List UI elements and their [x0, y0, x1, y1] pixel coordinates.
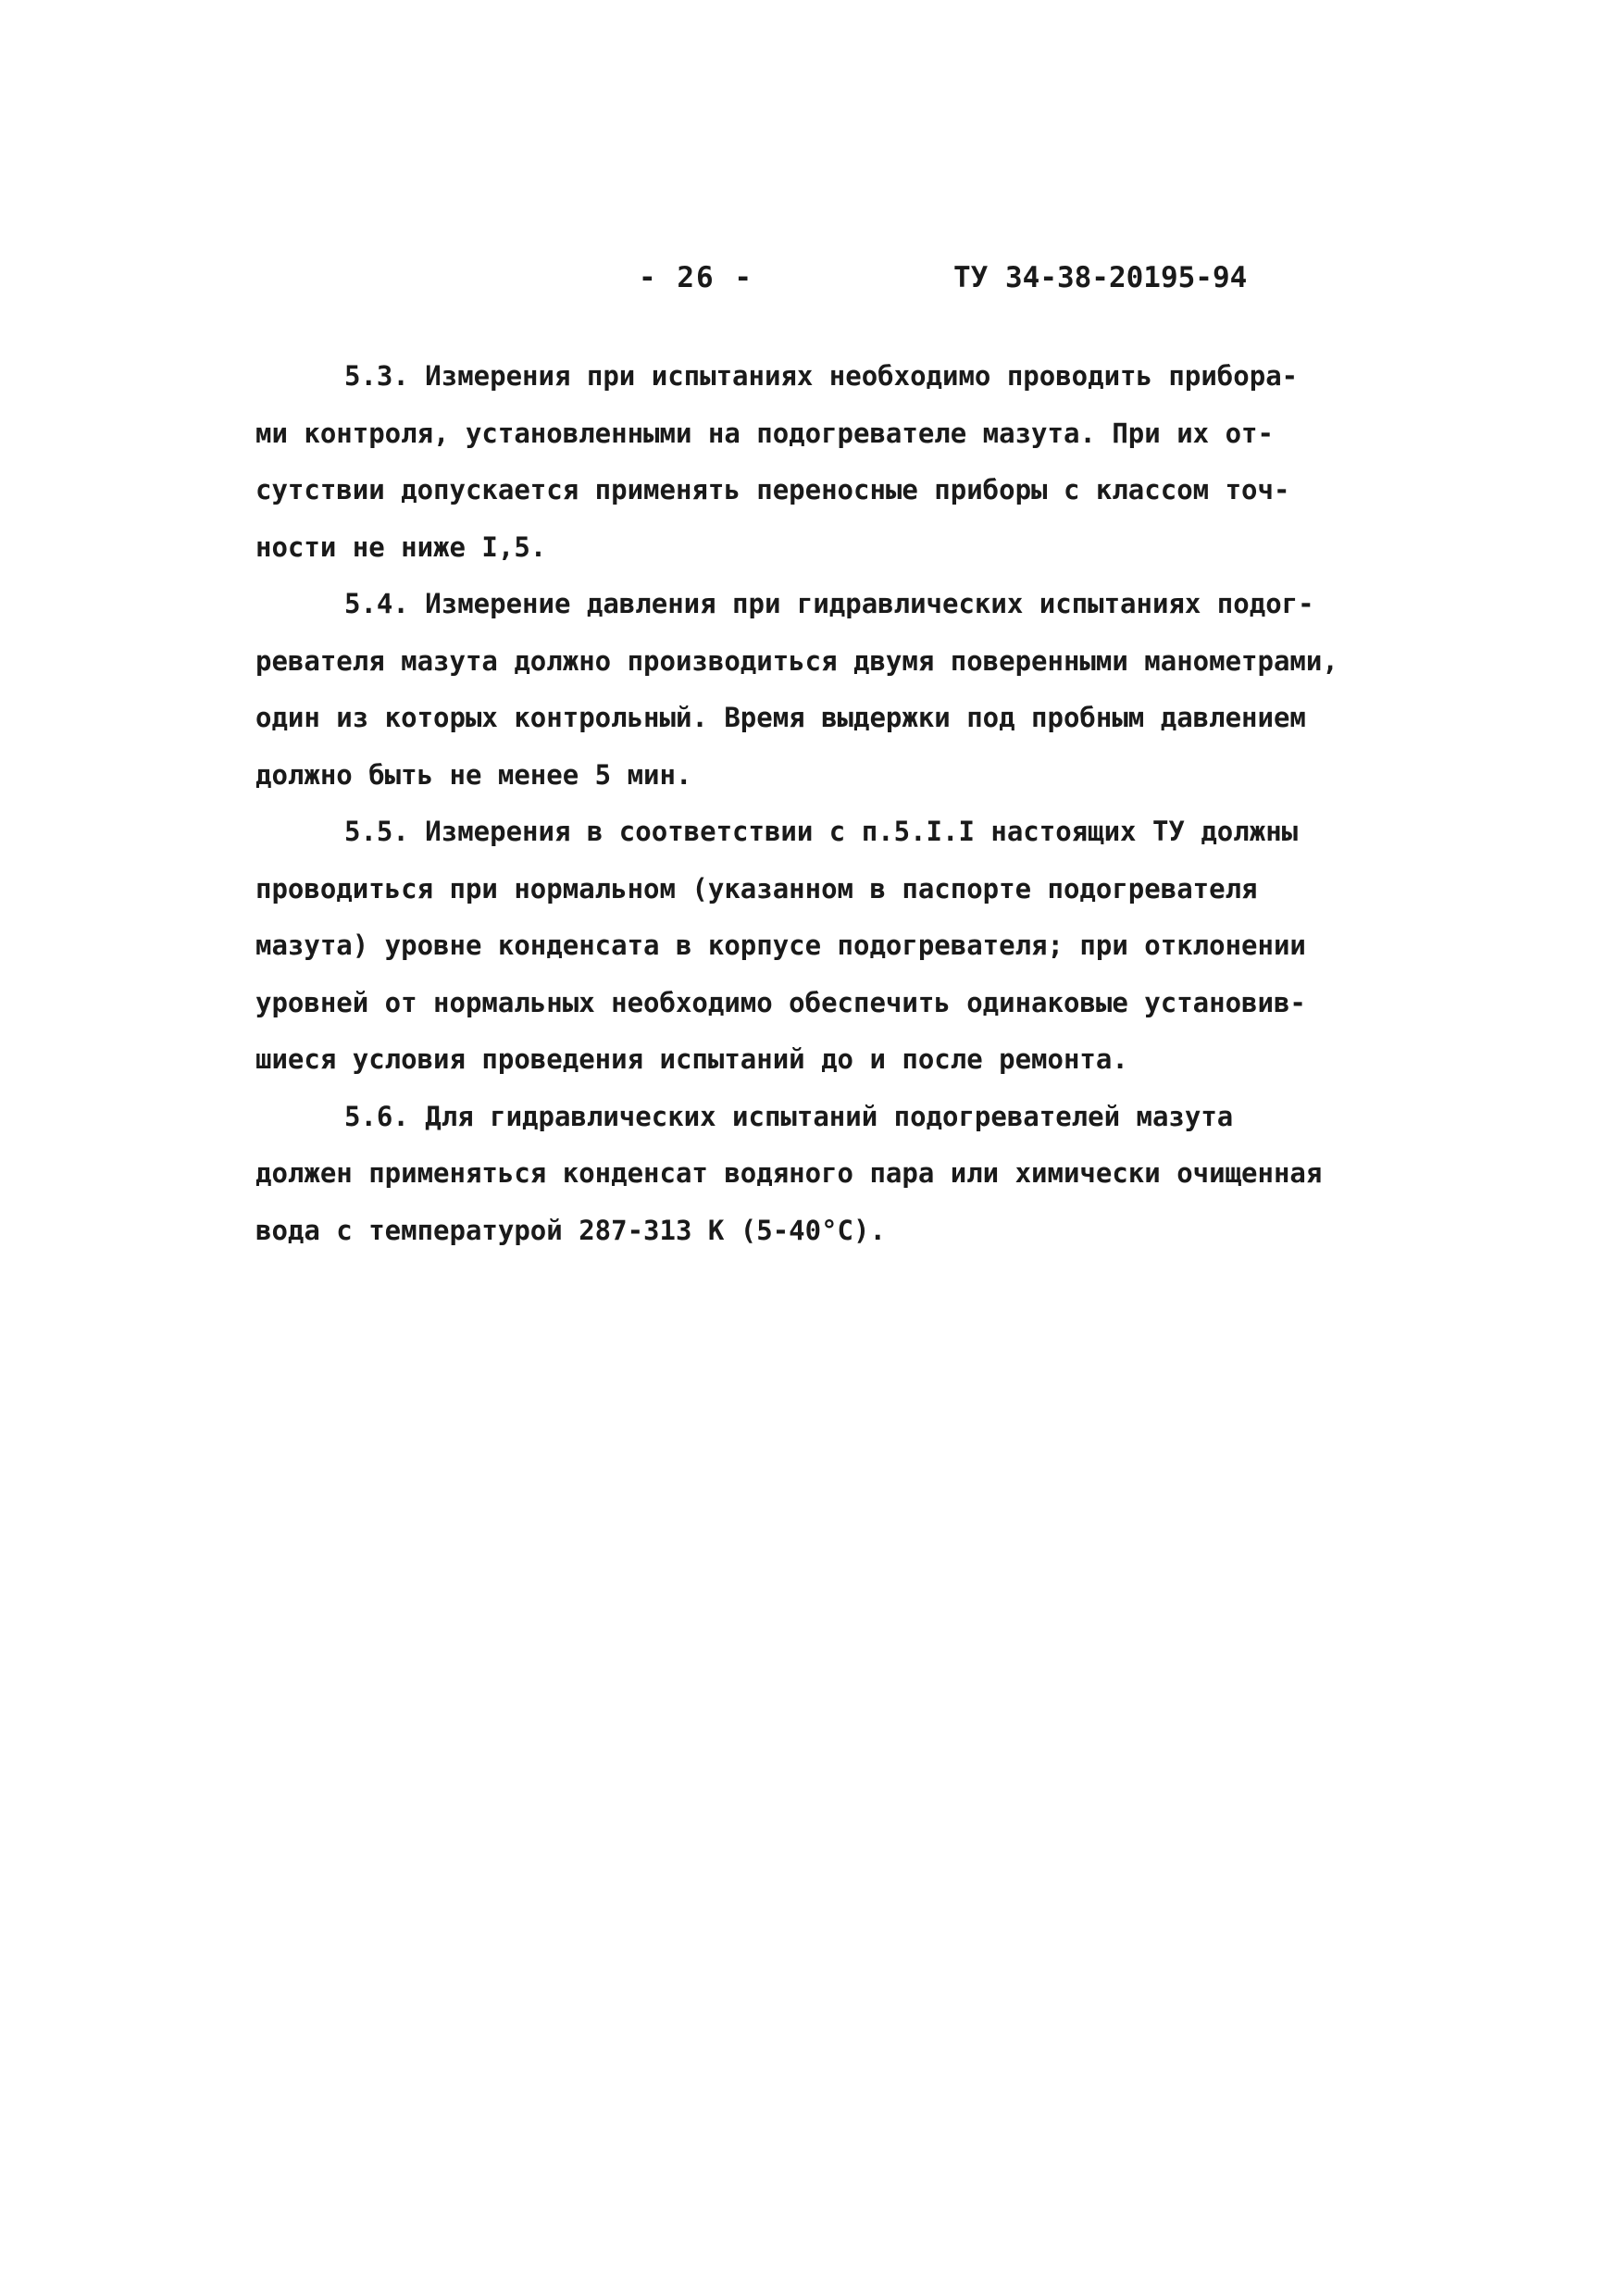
text-line: ревателя мазута должно производиться двумя поверенными манометрами,: [255, 644, 1338, 677]
text-line: 5.6. Для гидравлических испытаний подогревателей мазута: [344, 1100, 1234, 1132]
text-line: один из которых контрольный. Время выдержки под пробным давлением: [255, 702, 1306, 733]
text-line: ми контроля, установленными на подогревателе мазута. При их от-: [255, 417, 1274, 449]
text-line: вода с температурой 287-313 К (5-40°С).: [255, 1214, 886, 1246]
text-line: ности не ниже I,5.: [255, 530, 547, 563]
paragraph-5-6: [255, 1089, 1366, 1260]
paragraph-5-4: [255, 576, 1366, 804]
text-line: мазута) уровне конденсата в корпусе подогревателя; при отклонении: [255, 930, 1306, 961]
paragraph-5-5: [255, 804, 1366, 1089]
document-code: ТУ 34-38-20195-94: [953, 261, 1248, 294]
text-line: шиеся условия проведения испытаний до и после ремонта.: [255, 1043, 1128, 1075]
text-line: проводиться при нормальном (указанном в паспорте подогревателя: [255, 872, 1258, 905]
document-body: [255, 348, 1366, 1259]
page-header: [0, 261, 1618, 307]
text-line: 5.3. Измерения при испытаниях необходимо проводить прибора-: [344, 360, 1299, 392]
text-line: 5.5. Измерения в соответствии с п.5.I.I настоящих ТУ должны: [344, 816, 1299, 847]
page-number: - 26 -: [639, 261, 753, 294]
text-line: должно быть не менее 5 мин.: [255, 758, 692, 791]
text-line: 5.4. Измерение давления при гидравлических испытаниях подог-: [344, 588, 1314, 619]
text-line: уровней от нормальных необходимо обеспечить одинаковые установив-: [255, 986, 1306, 1018]
text-line: сутствии допускается применять переносные приборы с классом точ-: [255, 474, 1290, 505]
text-line: должен применяться конденсат водяного пара или химически очищенная: [255, 1157, 1323, 1189]
paragraph-5-3: [255, 348, 1366, 576]
